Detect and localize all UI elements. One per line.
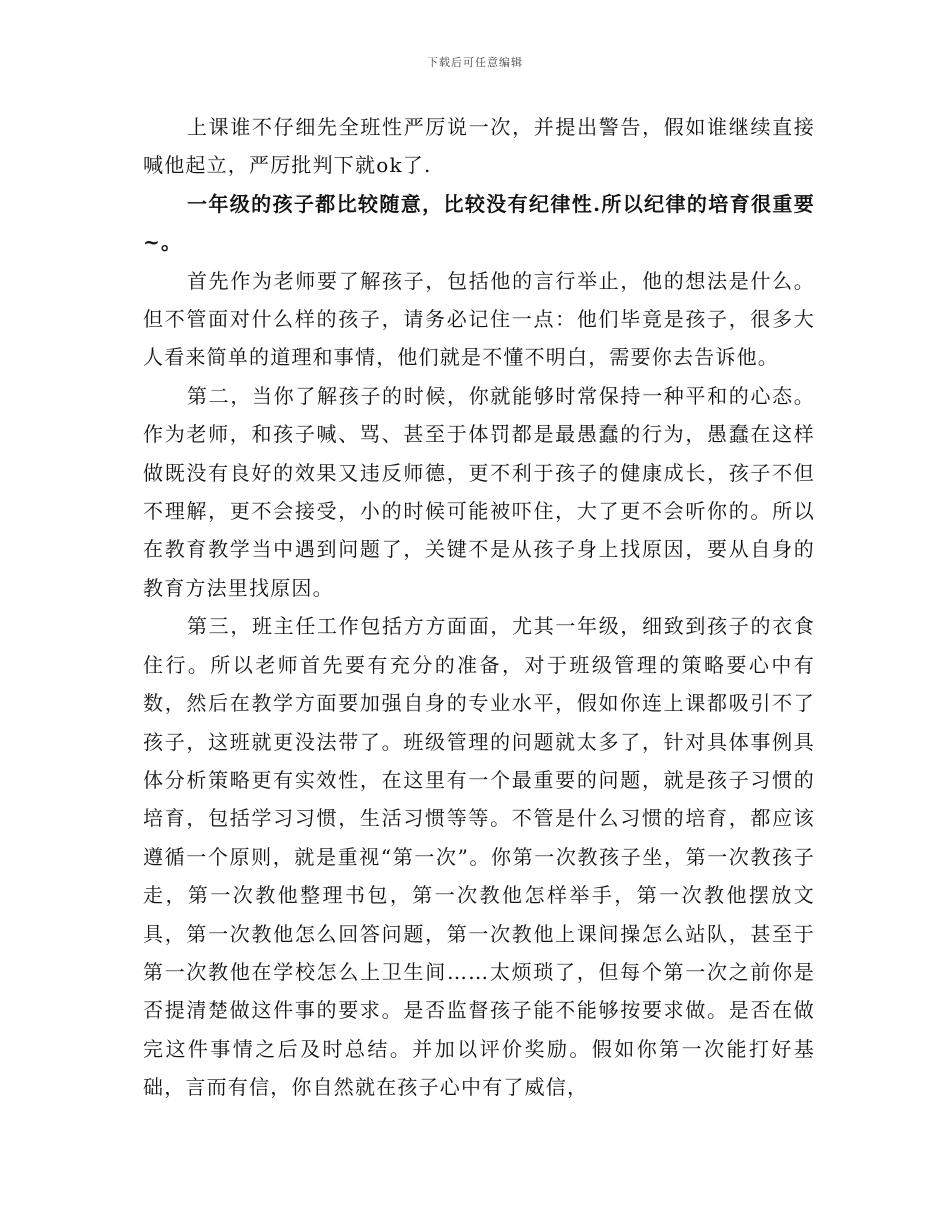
paragraph-1: 上课谁不仔细先全班性严厉说一次，并提出警告，假如谁继续直接喊他起立，严厉批判下就ok了. — [143, 115, 815, 178]
page-header: 下载后可任意编辑 — [427, 56, 523, 69]
paragraph-4: 第二，当你了解孩子的时候，你就能够时常保持一种平和的心态。作为老师，和孩子喊、骂、甚至于体罚都是最愚蠢的行为，愚蠢在这样做既没有良好的效果又违反师德，更不利于孩子的健康成长，孩子不但不理解，更不会接受，小的时候可能被吓住，大了更不会听你的。所以在教育教学当中遇到问题了，关键不是从孩子身上找原因，要从自身的教育方法里找原因。 — [143, 383, 815, 600]
document-body — [143, 108, 815, 1107]
paragraph-5: 第三，班主任工作包括方方面面，尤其一年级，细致到孩子的衣食住行。所以老师首先要有充分的准备，对于班级管理的策略要心中有数，然后在教学方面要加强自身的专业水平，假如你连上课都吸引不了孩子，这班就更没法带了。班级管理的问题就太多了，针对具体事例具体分析策略更有实效性，在这里有一个最重要的问题，就是孩子习惯的培育，包括学习习惯，生活习惯等等。不管是什么习惯的培育，都应该遵循一个原则，就是重视“第一次”。你第一次教孩子坐，第一次教孩子走，第一次教他整理书包，第一次教他怎样举手，第一次教他摆放文具，第一次教他怎么回答问题，第一次教他上课间操怎么站队，甚至于第一次教他在学校怎么上卫生间……太烦琐了，但每个第一次之前你是否提清楚做这件事的要求。是否监督孩子能不能够按要求做。是否在做完这件事情之后及时总结。并加以评价奖励。假如你第一次能打好基础，言而有信，你自然就在孩子心中有了威信， — [143, 614, 815, 1100]
paragraph-2-bold-heading: 一年级的孩子都比较随意，比较没有纪律性.所以纪律的培育很重要~。 — [143, 191, 815, 255]
paragraph-3: 首先作为老师要了解孩子，包括他的言行举止，他的想法是什么。但不管面对什么样的孩子，请务必记住一点：他们毕竟是孩子，很多大人看来简单的道理和事情，他们就是不懂不明白，需要你去告诉他。 — [143, 268, 815, 370]
